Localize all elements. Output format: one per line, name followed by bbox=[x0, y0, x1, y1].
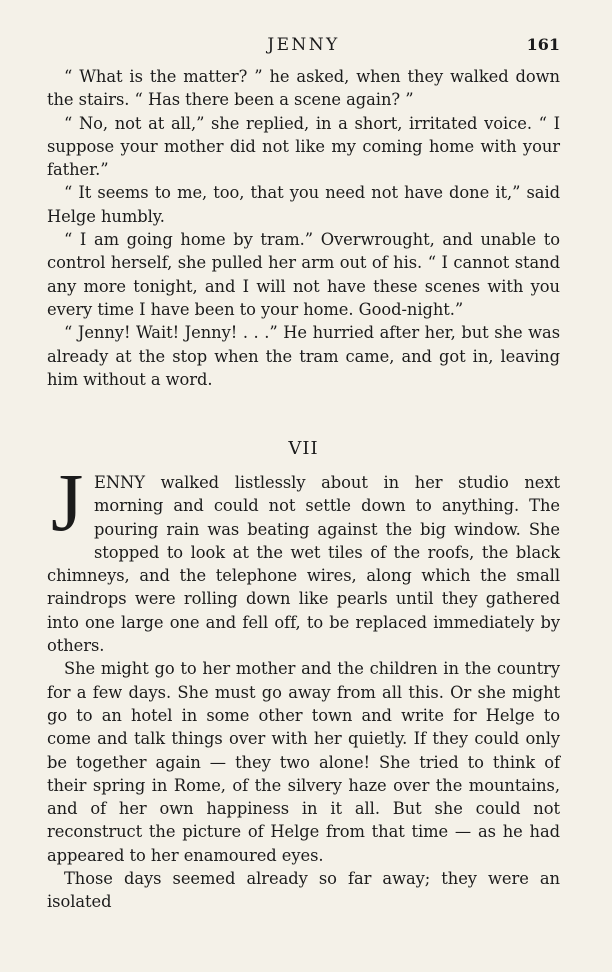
running-title: JENNY bbox=[267, 35, 340, 55]
drop-cap-container bbox=[47, 456, 86, 548]
section-one-text bbox=[47, 65, 560, 391]
dialogue-paragraph: “ It seems to me, too, that you need not have done it,” said Helge humbly. bbox=[47, 183, 560, 226]
chapter-heading: VII bbox=[288, 438, 319, 459]
page-number: 161 bbox=[526, 35, 560, 54]
dialogue-paragraph: “ I am going home by tram.” Overwrought, and unable to control herself, she pulled her arm out of his. “ I cannot stand any more tonight, and I will not have these scenes with you every time I have been to your home. Good-night.” bbox=[47, 230, 560, 319]
chapter-text bbox=[47, 456, 560, 914]
dialogue-paragraph: “ No, not at all,” she replied, in a short, irritated voice. “ I suppose your mother did not like my coming home with your father.” bbox=[47, 113, 560, 180]
drop-cap: J bbox=[51, 456, 84, 548]
body-paragraph: Those days seemed already so far away; they were an isolated bbox=[47, 869, 560, 912]
running-head bbox=[47, 34, 560, 58]
chapter-opening-paragraph bbox=[47, 456, 560, 657]
body-paragraph: She might go to her mother and the children in the country for a few days. She must go away from all this. Or she might go to an hotel in some other town and write for Helge to come and talk things over with her quietly. If they could only be together again — they two alone! She tried to think of their spring in Rome, of the silvery haze over the mountains, and of her own happiness in it all. But she could not reconstruct the picture of Helge from that time — as he had appeared to her enamoured eyes. bbox=[47, 659, 560, 865]
dialogue-paragraph: “ What is the matter? ” he asked, when they walked down the stairs. “ Has there been a scene again? ” bbox=[47, 67, 560, 110]
dialogue-paragraph: “ Jenny! Wait! Jenny! . . .” He hurried after her, but she was already at the stop when the tram came, and got in, leaving him without a word. bbox=[47, 323, 560, 389]
opening-paragraph-text: ENNY walked listlessly about in her studio next morning and could not settle down to anything. The pouring rain was beating against the big window. She stopped to look at the wet tiles of the roofs, the black chimneys, and the telephone wires, along which the small raindrops were rolling down like pearls until they gathered into one large one and fell off, to be replaced immediately by others. bbox=[47, 473, 560, 656]
